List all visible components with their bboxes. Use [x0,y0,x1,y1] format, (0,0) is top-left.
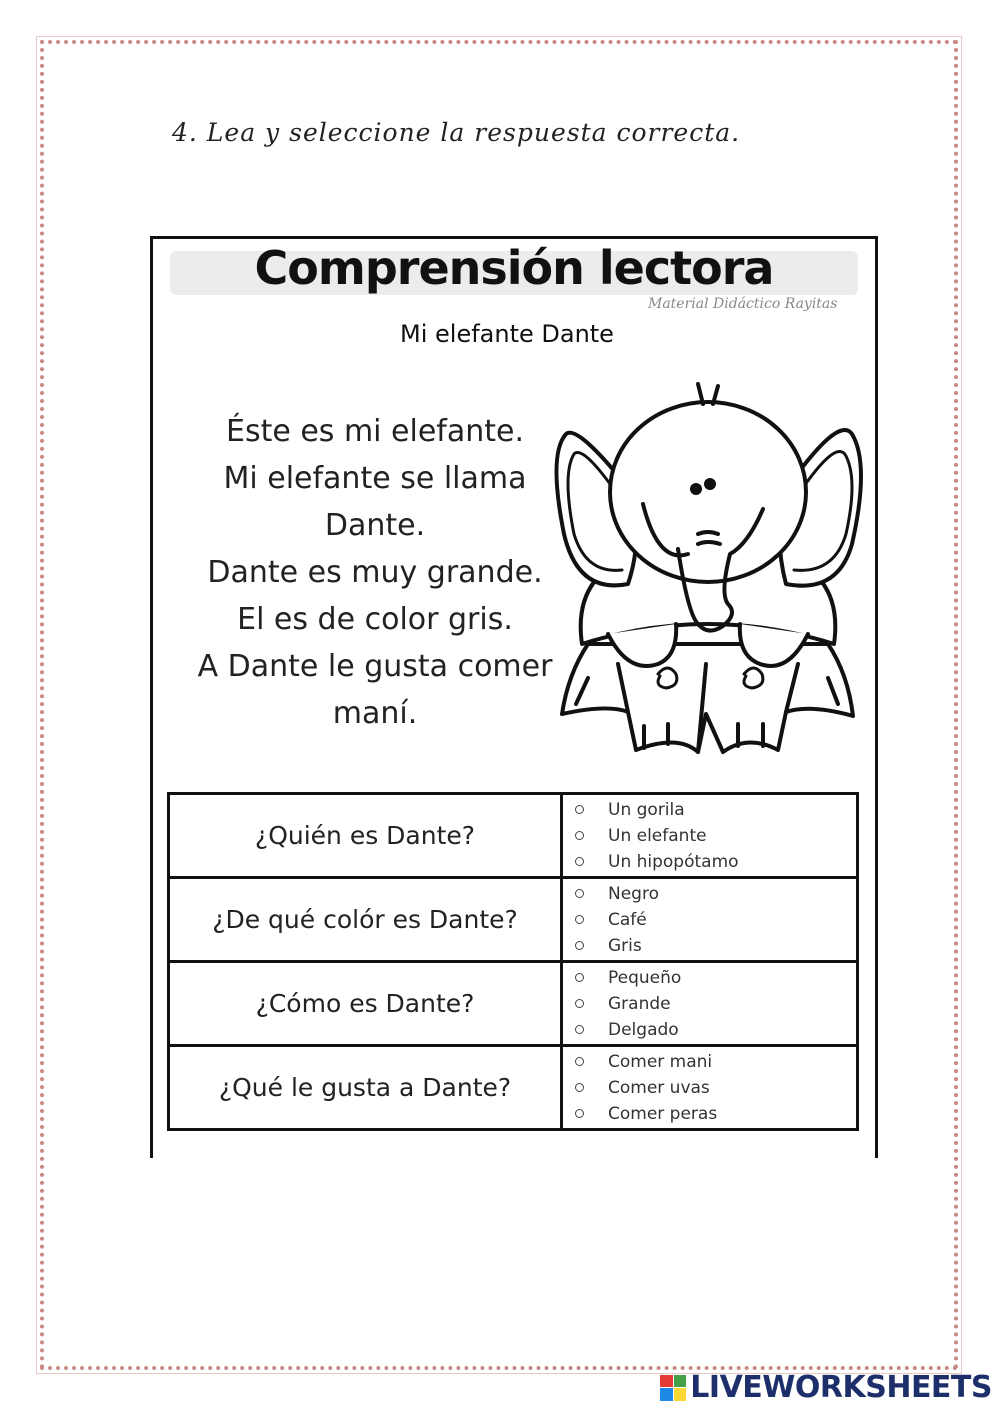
option[interactable] [571,797,855,823]
logo-text: LIVEWORKSHEETS [690,1370,992,1405]
options-cell [562,1046,858,1130]
radio-circle-icon[interactable] [575,1109,584,1118]
liveworksheets-logo[interactable] [660,1370,992,1405]
option[interactable] [571,1017,855,1043]
instruction-text: 4. Lea y seleccione la respuesta correcta. [172,118,741,147]
option[interactable] [571,907,855,933]
option[interactable] [571,933,855,959]
radio-circle-icon[interactable] [575,915,584,924]
table-row [169,962,858,1046]
question-cell: ¿Cómo es Dante? [169,962,562,1046]
radio-circle-icon[interactable] [575,1083,584,1092]
option[interactable] [571,965,855,991]
story-line: Éste es mi elefante. [225,414,525,449]
radio-circle-icon[interactable] [575,973,584,982]
option-label: Comer peras [608,1103,718,1124]
option[interactable] [571,991,855,1017]
radio-circle-icon[interactable] [575,889,584,898]
radio-circle-icon[interactable] [575,999,584,1008]
option[interactable] [571,1049,855,1075]
option[interactable] [571,1075,855,1101]
story-line: maní. [332,696,418,731]
option-label: Un gorila [608,799,685,820]
radio-circle-icon[interactable] [575,831,584,840]
question-cell: ¿De qué colór es Dante? [169,878,562,962]
table-row [169,794,858,878]
story-line: El es de color gris. [237,602,513,637]
story-line: Mi elefante se llama [223,461,527,496]
option-label: Café [608,909,647,930]
option-label: Pequeño [608,967,682,988]
option-label: Comer uvas [608,1077,710,1098]
option-label: Gris [608,935,642,956]
radio-circle-icon[interactable] [575,805,584,814]
option-label: Negro [608,883,659,904]
table-row [169,878,858,962]
option-label: Grande [608,993,671,1014]
option[interactable] [571,849,855,875]
option[interactable] [571,1101,855,1127]
question-cell: ¿Quién es Dante? [169,794,562,878]
option-label: Un elefante [608,825,707,846]
option-label: Un hipopótamo [608,851,739,872]
elephant-illustration [548,374,868,764]
liveworksheets-icon [660,1375,686,1401]
table-row [169,1046,858,1130]
question-cell: ¿Qué le gusta a Dante? [169,1046,562,1130]
option-label: Comer mani [608,1051,713,1072]
worksheet-title: Comprensión lectora [254,241,774,295]
story-line: A Dante le gusta comer [197,649,553,684]
story-line: Dante. [324,508,426,543]
options-cell [562,878,858,962]
story-text [180,408,570,737]
radio-circle-icon[interactable] [575,1025,584,1034]
radio-circle-icon[interactable] [575,1057,584,1066]
questions-table [167,792,859,1131]
credit-text: Material Didáctico Rayitas [648,296,838,312]
options-cell [562,962,858,1046]
options-cell [562,794,858,878]
radio-circle-icon[interactable] [575,941,584,950]
story-title: Mi elefante Dante [400,320,614,348]
option-label: Delgado [608,1019,679,1040]
option[interactable] [571,881,855,907]
option[interactable] [571,823,855,849]
story-line: Dante es muy grande. [207,555,543,590]
radio-circle-icon[interactable] [575,857,584,866]
